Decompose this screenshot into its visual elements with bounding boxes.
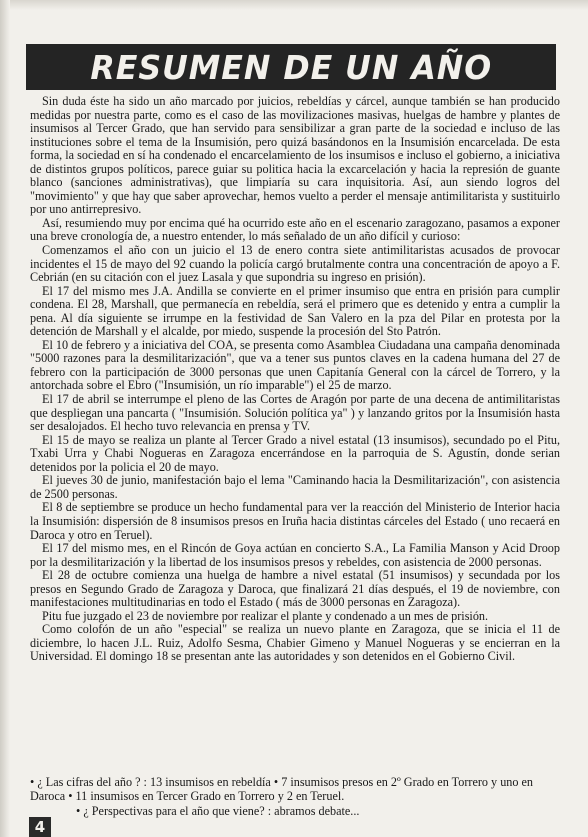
- bullet-item: • ¿ Las cifras del año ? : 13 insumisos en rebeldía • 7 insumisos presos en 2º Grado en Torrero y uno en Daroca • 11 insumisos en Tercer Grado en Torrero y 2 en Teruel.: [30, 775, 534, 803]
- paragraph: El jueves 30 de junio, manifestación bajo el lema "Caminando hacia la Desmilitarización", con asistencia de 2500 personas.: [30, 473, 560, 501]
- article-body: [30, 95, 560, 664]
- paragraph: El 10 de febrero y a iniciativa del COA, se presenta como Asamblea Ciudadana una campaña denominada "5000 razones para la desmilitarización", que va a tener sus puntos claves en la cadena humana del 27 de febrero con la participación de 3000 personas que unen Capitanía General con la cárcel de Torrero, y la antorchada sobre el Ebro ("Insumisión, un río imparable") el 25 de marzo.: [30, 337, 560, 393]
- paragraph: El 8 de septiembre se produce un hecho fundamental para ver la reacción del Ministerio de Interior hacia la Insumisión: dispersión de 8 insumisos presos en Iruña hacia distintas cárceles del Estado ( uno recaerá en Daroca y otro en Teruel).: [30, 500, 560, 542]
- summary-bullets: [30, 776, 560, 819]
- paragraph: El 17 del mismo mes, en el Rincón de Goya actúan en concierto S.A., La Familia Manson y Acid Droop por la desmilitarización y la libertad de los insumisos presos y rebeldes, con asistencia de 2000 personas.: [30, 541, 560, 569]
- paragraph: El 17 del mismo mes J.A. Andilla se convierte en el primer insumiso que entra en prisión para cumplir condena. El 28, Marshall, que permanecía en rebeldía, será el primero que es detenido y entra a cumplir la pena. Al día siguiente se irrumpe en la festividad de San Valero en la pza del Pilar en protesta por la detención de Marshall y el alcalde, por miedo, suspende la procesión del Sto Patrón.: [30, 283, 560, 339]
- paragraph: Sin duda éste ha sido un año marcado por juicios, rebeldías y cárcel, aunque también se han producido medidas por nuestra parte, como es el caso de las movilizaciones masivas, huelgas de hambre y plantes de insumisos al Tercer Grado, que han servido para sensibilizar a gran parte de la sociedad e incluso de las instituciones sobre el tema de la Insumisión, pero quizá basándonos en la Insumisión encarcelada. De esta forma, la sociedad en sí ha condenado el encarcelamiento de los insumisos e incluso el gobierno, a iniciativa de distintos grupos políticos, parece guiar su politica hacia la excarcelación y hacia la represión de guante blanco (sanciones administrativas), que limpiaría su cara inquisitoria. Así, aun siendo logros del "movimiento" y que hay que saber aprovechar, hemos vuelto a perder el mensaje antimilitarista y sustituirlo por uno antirrepresivo.: [30, 94, 560, 217]
- page-shadow: [0, 0, 10, 837]
- page-title: RESUMEN DE UN AÑO: [90, 47, 492, 87]
- paragraph: Así, resumiendo muy por encima qué ha ocurrido este año en el escenario zaragozano, pasamos a exponer una breve cronología de, a nuestro entender, lo más señalado de un año difícil y curioso:: [30, 215, 560, 244]
- paragraph: Pitu fue juzgado el 23 de noviembre por realizar el plante y condenado a un mes de prisión.: [42, 608, 489, 623]
- paragraph: Como colofón de un año "especial" se realiza un nuevo plante en Zaragoza, que se inicia el 11 de diciembre, lo hacen J.L. Ruiz, Adolfo Sesma, Chabier Gimeno y Manuel Nogueras y se encierran en la Universidad. El domingo 18 se presentan ante las autoridades y son detenidos en el Gobierno Civil.: [30, 622, 560, 664]
- page-edge: [0, 0, 588, 10]
- paragraph: Comenzamos el año con un juicio el 13 de enero contra siete antimilitaristas acusados de provocar incidentes el 15 de mayo del 92 cuando la policía cargó brutalmente contra una concentración de apoyo a F. Cebrián (en su citación con el juez Lasala y que supondria su ingreso en prisión).: [30, 243, 560, 285]
- paragraph: El 15 de mayo se realiza un plante al Tercer Grado a nivel estatal (13 insumisos), secundado po el Pitu, Txabi Urra y Chabi Nogueras en Zaragoza encerrándose en la parroquia de S. Agustín, donde serian detenidos por la policia el 20 de mayo.: [30, 432, 560, 474]
- bullet-item: • ¿ Perspectivas para el año que viene? : abramos debate...: [76, 804, 360, 819]
- title-banner: [26, 44, 556, 90]
- paragraph: El 28 de octubre comienza una huelga de hambre a nivel estatal (51 insumisos) y secundada por los presos en Segundo Grado de Zaragoza y Daroca, que finalizará 21 días después, el 19 de noviembre, con manifestaciones multitudinarias en todo el Estado ( más de 3000 personas en Zaragoza).: [30, 568, 560, 610]
- page-number: 4: [29, 817, 51, 837]
- paragraph: El 17 de abril se interrumpe el pleno de las Cortes de Aragón por parte de una decena de antimilitaristas que despliegan una pancarta ( "Insumisión. Solución política ya" ) y lanzando gritos por la Insumisión hasta ser desalojados. El hecho tuvo relevancia en prensa y TV.: [30, 392, 560, 434]
